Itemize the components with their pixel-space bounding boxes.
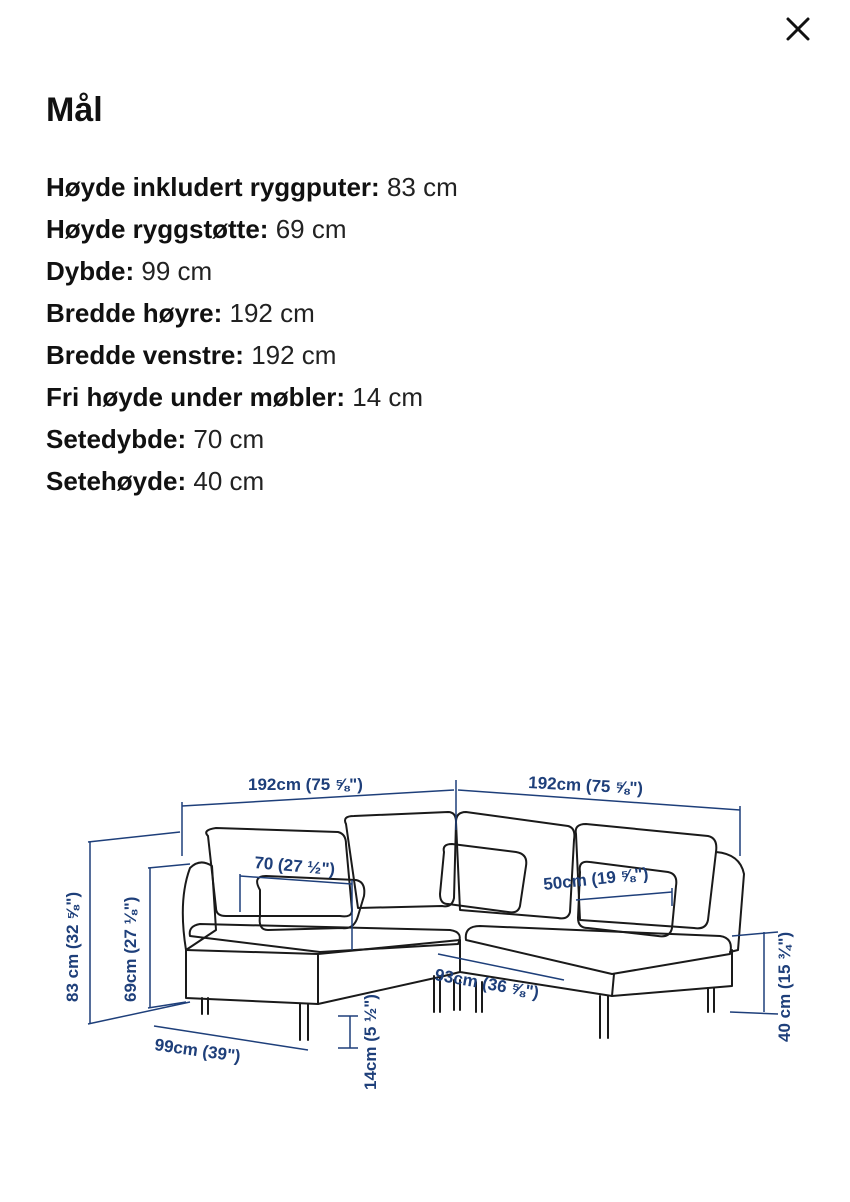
sofa-dimension-diagram [40,740,820,1120]
dim-label-depth: 99cm (39") [153,1035,242,1066]
spec-value: 70 cm [193,424,265,454]
spec-row-width-right [46,292,806,334]
dim-label-armrest: 50cm (19 ⅝") [542,864,650,894]
spec-row-seat-depth [46,418,806,460]
spec-value: 99 cm [141,256,213,286]
spec-row-height-incl-cushions [46,166,806,208]
dimension-list [46,166,806,502]
dim-label-height-total: 83 cm (32 ⅝") [63,891,82,1002]
spec-label: Setehøyde: [46,466,187,496]
spec-row-depth [46,250,806,292]
spec-value: 69 cm [275,214,347,244]
spec-row-back-height [46,208,806,250]
dim-label-clearance: 14cm (5 ½") [361,994,380,1090]
spec-label: Dybde: [46,256,135,286]
spec-value: 192 cm [229,298,315,328]
spec-value: 192 cm [251,340,337,370]
dim-label-seat-depth: 70 (27 ½") [253,853,336,880]
dim-label-seat-height: 40 cm (15 ¾") [775,931,794,1042]
dim-label-width-left: 192cm (75 ⅝") [248,775,363,794]
spec-label: Høyde ryggstøtte: [46,214,269,244]
spec-label: Høyde inkludert ryggputer: [46,172,380,202]
dim-label-width-right: 192cm (75 ⅝") [527,773,644,799]
spec-label: Bredde høyre: [46,298,223,328]
spec-value: 14 cm [352,382,424,412]
spec-label: Setedybde: [46,424,187,454]
close-button[interactable] [772,6,824,52]
sofa-illustration [40,740,820,1120]
spec-label: Bredde venstre: [46,340,244,370]
close-icon [785,16,811,42]
sofa-outline [183,812,744,1040]
spec-row-clearance [46,376,806,418]
spec-value: 40 cm [193,466,265,496]
page-title: Mål [46,91,103,129]
spec-value: 83 cm [386,172,458,202]
spec-label: Fri høyde under møbler: [46,382,346,412]
dim-label-height-back: 69cm (27 ⅛") [121,896,140,1002]
spec-row-seat-height [46,460,806,502]
dim-label-inner: 93cm (36 ⅝") [433,965,541,1003]
spec-row-width-left [46,334,806,376]
dimension-labels [63,773,794,1090]
